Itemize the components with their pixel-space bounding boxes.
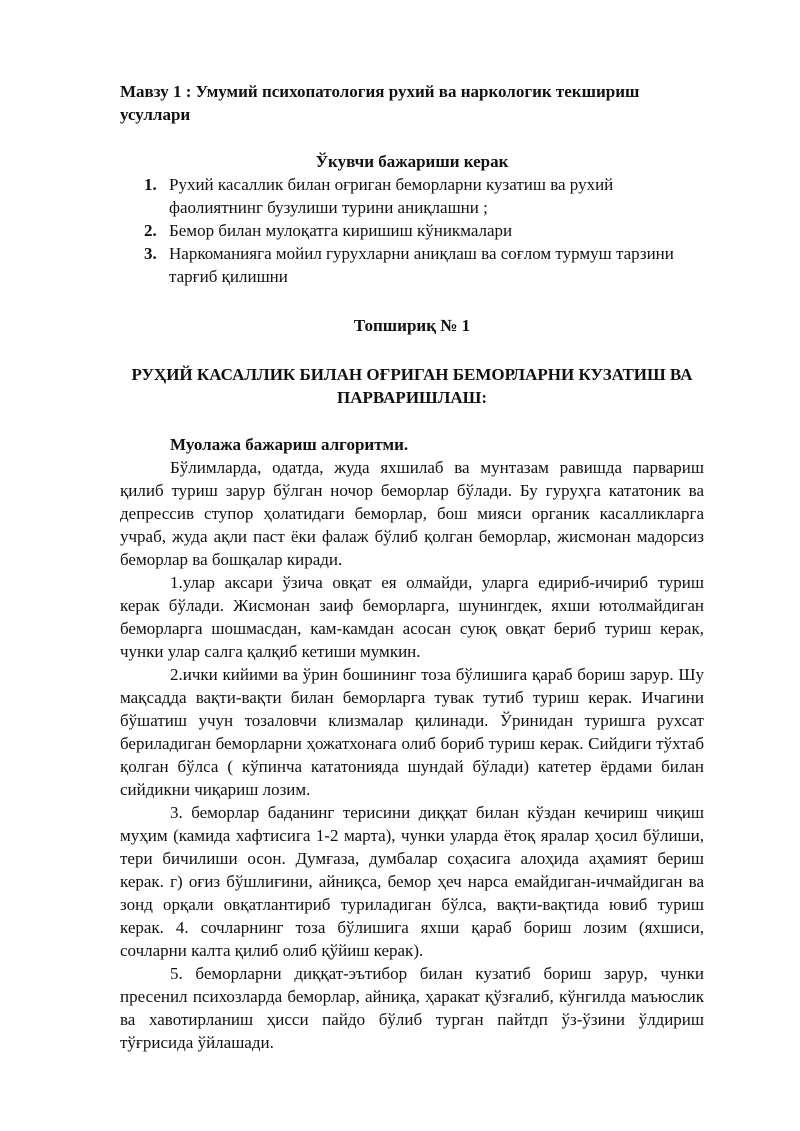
section-title: РУҲИЙ КАСАЛЛИК БИЛАН ОҒРИГАН БЕМОРЛАРНИ КУЗАТИШ ВА ПАРВАРИШЛАШ: xyxy=(131,365,693,407)
student-tasks-list xyxy=(120,173,704,288)
list-item-number: 1. xyxy=(144,175,157,194)
list-item xyxy=(144,173,704,219)
body-paragraph: 3. беморлар баданинг терисини диққат билан кўздан кечириш чиқиш муҳим (камида хафтисига 1-2 марта), чунки уларда ётоқ яралар ҳосил бўлиши, тери бичилиши осон. Думғаза, думбалар соҳасига алоҳида аҳамият бериш керак. г) оғиз бўшлиғини, айниқса, бемор ҳеч нарса емайдиган-ичмайдиган ва зонд орқали овқатлантириб туриладиган бўлса, вақти-вақтида ювиб туриш керак. 4. сочларнинг тоза бўлишига яхши қараб бориш лозим (яхшиси, сочларни калта қилиб олиб қўйиш керак). xyxy=(120,803,704,960)
body-paragraph: Бўлимларда, одатда, жуда яхшилаб ва мунтазам равишда парвариш қилиб туриш зарур бўлган ночор беморлар бўлади. Бу гуруҳга кататоник ва депрессив ступор ҳолатидаги беморлар, бош мияси органик касалликларга учраб, жуда ақли паст ёки фалаж бўлиб қолган беморлар, жисмонан мадорсиз беморлар ва бошқалар киради. xyxy=(120,458,704,569)
list-item-number: 3. xyxy=(144,244,157,263)
list-item-text: Рухий касаллик билан оғриган беморларни кузатиш ва рухий фаолиятнинг бузулиши турини аниқлашни ; xyxy=(169,175,614,217)
topic-heading: Мавзу 1 : Умумий психопатология рухий ва наркологик текшириш усуллари xyxy=(120,82,640,124)
student-tasks-heading: Ўкувчи бажариши керак xyxy=(315,152,509,171)
body-paragraph: 5. беморларни диққат-эътибор билан кузатиб бориш зарур, чунки пресенил психозларда беморлар, айниқа, ҳаракат қўзғалиб, кўнгилда маъюслик ва хавотирланиш ҳисси пайдо бўлиб турган пайтдп ўз-ўзини ўлдириш тўғрисида ўйлашади. xyxy=(120,964,704,1052)
list-item xyxy=(144,219,704,242)
list-item-text: Наркоманияга мойил гурухларни аниқлаш ва соғлом турмуш тарзини тарғиб қилишни xyxy=(169,244,674,286)
algorithm-heading: Муолажа бажариш алгоритми. xyxy=(170,435,409,454)
list-item xyxy=(144,242,704,288)
assignment-label: Топшириқ № 1 xyxy=(353,316,471,335)
list-item-text: Бемор билан мулоқатга киришиш кўникмалари xyxy=(169,221,513,240)
list-item-number: 2. xyxy=(144,221,157,240)
body-paragraph: 1.улар аксари ўзича овқат ея олмайди, уларга едириб-ичириб туриш керак бўлади. Жисмонан заиф беморларга, шунингдек, яхши ютолмайдиган беморларга шошмасдан, кам-камдан асосан суюқ овқат бериб туриш керак, чунки улар салга қалқиб кетиши мумкин. xyxy=(120,573,704,661)
body-paragraph: 2.ички кийими ва ўрин бошининг тоза бўлишига қараб бориш зарур. Шу мақсадда вақти-вақти билан беморларга тувак тутиб туриш керак. Ичагини бўшатиш учун тозаловчи клизмалар қилинади. Ўринидан туришга рухсат бериладиган беморларни ҳожатхонага олиб бориб туриш керак. Сийдиги тўхтаб қолган бўлса ( кўпинча кататонияда шундай бўлади) катетер ёрдами билан сийдикни чиқариш лозим. xyxy=(120,665,704,799)
